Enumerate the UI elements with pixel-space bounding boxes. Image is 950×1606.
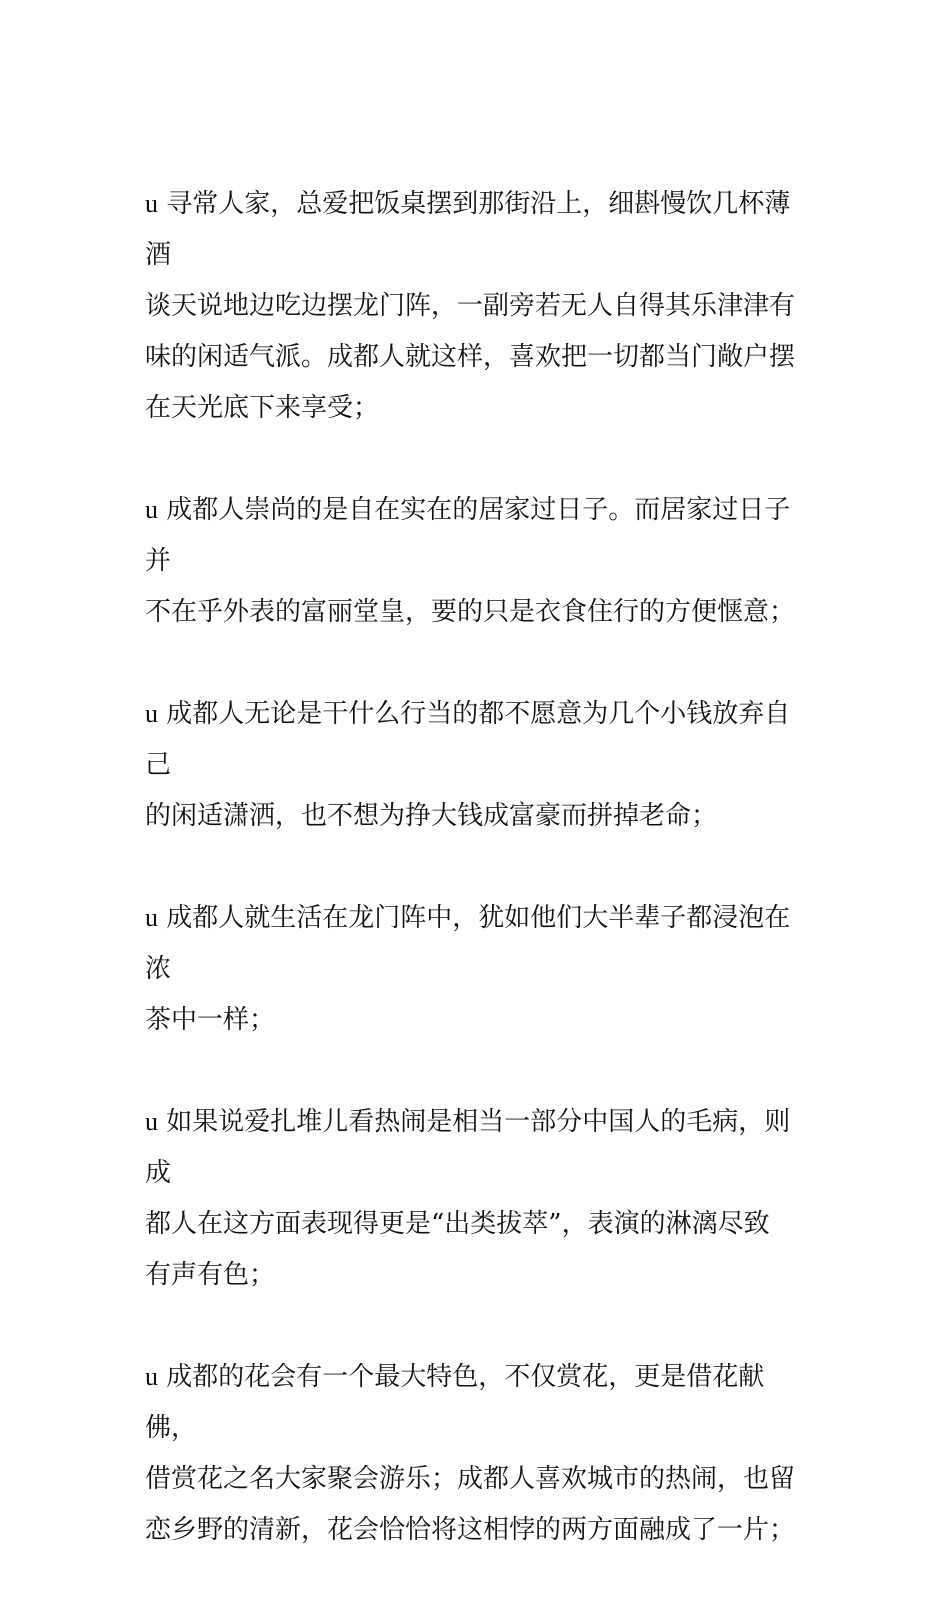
paragraph-line: 如果说爱扎堆儿看热闹是相当一部分中国人的毛病，则成 — [145, 1107, 791, 1188]
paragraph-line: 寻常人家，总爱把饭桌摆到那街沿上，细斟慢饮几杯薄酒 — [145, 189, 791, 270]
paragraph — [145, 892, 810, 1046]
paragraph-line: 在天光底下来享受； — [145, 393, 380, 423]
paragraph-line: 恋乡野的清新，花会恰恰将这相悖的两方面融成了一片； — [145, 1515, 796, 1545]
bullet-marker: u — [145, 1362, 158, 1391]
paragraph-line: 都人在这方面表现得更是“出类拔萃”，表演的淋漓尽致 — [145, 1209, 770, 1239]
paragraph-line: 成都的花会有一个最大特色，不仅赏花，更是借花献佛， — [145, 1362, 765, 1443]
paragraph — [145, 1096, 810, 1301]
bullet-marker: u — [145, 699, 158, 728]
bullet-marker: u — [145, 903, 158, 932]
paragraph-line: 借赏花之名大家聚会游乐；成都人喜欢城市的热闹，也留 — [145, 1464, 796, 1494]
document-body — [145, 178, 810, 1606]
paragraph — [145, 484, 810, 638]
paragraph — [145, 688, 810, 842]
paragraph-line: 茶中一样； — [145, 1005, 276, 1035]
paragraph-line: 成都人崇尚的是自在实在的居家过日子。而居家过日子并 — [145, 495, 791, 576]
paragraph-line: 谈天说地边吃边摆龙门阵，一副旁若无人自得其乐津津有 — [145, 291, 796, 321]
bullet-marker: u — [145, 495, 158, 524]
paragraph-line: 的闲适潇洒，也不想为挣大钱成富豪而拼掉老命； — [145, 801, 718, 831]
paragraph-line: 成都人就生活在龙门阵中，犹如他们大半辈子都浸泡在浓 — [145, 903, 791, 984]
paragraph — [145, 178, 810, 434]
bullet-marker: u — [145, 189, 158, 218]
paragraph-line: 不在乎外表的富丽堂皇，要的只是衣食住行的方便惬意； — [145, 597, 796, 627]
bullet-marker: u — [145, 1107, 158, 1136]
paragraph-line: 味的闲适气派。成都人就这样，喜欢把一切都当门敞户摆 — [145, 342, 796, 372]
paragraph — [145, 1351, 810, 1556]
paragraph-line: 成都人无论是干什么行当的都不愿意为几个小钱放弃自己 — [145, 699, 791, 780]
paragraph-line: 有声有色； — [145, 1260, 276, 1290]
